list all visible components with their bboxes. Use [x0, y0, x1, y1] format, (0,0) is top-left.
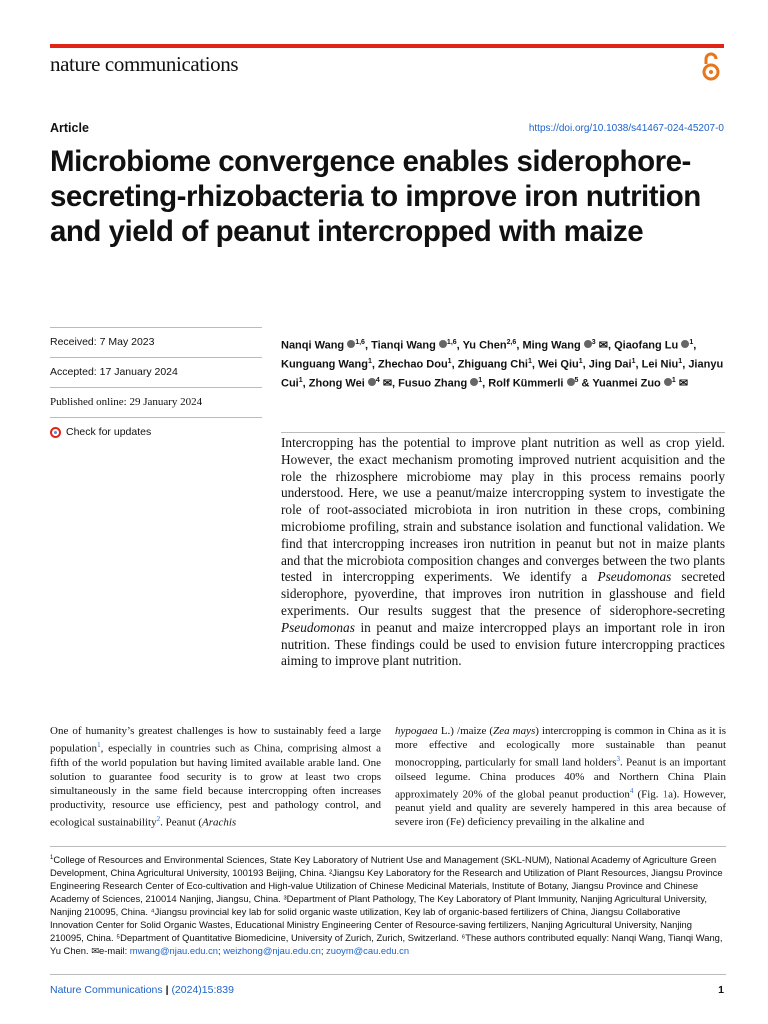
article-type: Article	[50, 121, 89, 135]
mail-icon[interactable]: ✉	[382, 377, 393, 390]
journal-name: nature communications	[50, 52, 239, 76]
author[interactable]: Qiaofang Lu	[614, 339, 679, 352]
footer-citation: Nature Communications | (2024)15:839	[50, 984, 234, 996]
author[interactable]: Kunguang Wang	[281, 358, 368, 371]
reference-link[interactable]: 3	[616, 755, 621, 763]
email-link[interactable]: weizhong@njau.edu.cn	[223, 945, 321, 957]
reference-link[interactable]: 1	[97, 741, 101, 749]
published-date: Published online: 29 January 2024	[50, 387, 262, 417]
orcid-icon[interactable]	[439, 340, 447, 348]
mail-icon[interactable]: ✉	[678, 377, 689, 390]
received-date: Received: 7 May 2023	[50, 327, 262, 357]
mail-icon[interactable]: ✉	[598, 339, 608, 352]
author[interactable]: Wei Qiu	[538, 358, 579, 371]
doi-link[interactable]: https://doi.org/10.1038/s41467-024-45207-0	[528, 123, 724, 134]
header-rule	[50, 44, 724, 48]
check-updates-label: Check for updates	[66, 426, 152, 438]
page-number: 1	[718, 984, 724, 996]
footer-rule	[50, 974, 726, 975]
body-text-right: hypogaea L.) /maize (Zea mays) intercropping is common in China as it is more effective and ecologically more sustainable than peanut monocropping, particularly for small land holders$^3$. Peanut is an important oilseed legume. China produces 40% and Northern China Plain approximately 20% of the global peanut production$^4$ (Fig. 1a). However, peanut yield and quality are severely hampered in this area because of severe iron (Fe) deficiency prevailing in the alkaline and	[395, 725, 727, 829]
orcid-icon[interactable]	[584, 340, 592, 348]
check-updates-button[interactable]	[50, 417, 262, 447]
email-link[interactable]: mwang@njau.edu.cn	[129, 945, 218, 957]
orcid-icon[interactable]	[368, 378, 376, 386]
article-dates	[50, 327, 262, 447]
abstract: Intercropping has the potential to improve plant nutrition as well as crop yield. However, the exact mechanism promoting improved nutrient acquisition and the role the rhizosphere microbiome may play in this process remains poorly understood. Here, we use a peanut/maize intercropping system to investigate the role of root-associated microbiota in iron nutrition in these crops, combining microbiome profiling, strain and substance isolation and functional validation. We find that intercropping increases iron nutrition in peanut but not in maize plants and that the microbiota composition changes and converges between the two plants tested in intercropping experiments. We identify a Pseudomonas secreted siderophore, pyoverdine, that improves iron nutrition in glasshouse and field experiments. Our results suggest that the presence of siderophore-secreting Pseudomonas in peanut and maize intercropped plays an important role in iron nutrition. These findings could be used to envision future intercropping practices aiming to improve plant nutrition.	[281, 432, 725, 670]
author[interactable]: Nanqi Wang	[281, 339, 345, 352]
body-text-left: One of humanity’s greatest challenges is how to sustainably feed a large population$^1$, especially in countries such as China, comprising almost a fifth of the world population but having limited available arable land. One solution to guarantee food security is to grow at least two crops simultaneously in the same field because intercropping often increases productivity, resource use efficiency, pest and pathology control, and ecological sustainability$^2$. Peanut (Arachis	[50, 725, 381, 829]
crossmark-icon	[50, 427, 61, 438]
affiliations: $^1$College of Resources and Environmental Sciences, State Key Laboratory of Nutrient Use and Management (SKL-NUM), National Academy of Agriculture Green Development, China Agricultural University, 100193 Beijing, China. ²Jiangsu Key Laboratory for the Research and Utilization of Plant Resources, Jiangsu Province Engineering Research Center of Eco-cultivation and High-value Utilization of Chinese Medicinal Materials, Institute of Botany, Jiangsu Province and Chinese Academy of Sciences, 210014 Nanjing, Jiangsu, China. ³Department of Plant Pathology, The Key Laboratory of Plant Immunity, Nanjing Agricultural University, Nanjing 210095, China. ⁴Jiangsu provincial key lab for solid organic waste utilization, Key lab of organic-based fertilizers of China, Jiangsu Collaborative Innovation Center for Solid Organic Wastes, Educational Ministry Engineering Center of Resource-saving fertilizers, Nanjing Agricultural University, Nanjing 210095, China. ⁵Department of Quantitative Biomedicine, University of Zurich, Zurich, Switzerland. ⁶These authors contributed equally: Nanqi Wang, Tianqi Wang, Yu Chen. ✉e-mail: mwang@njau.edu.cn; weizhong@njau.edu.cn; zuoym@cau.edu.cn	[50, 846, 726, 957]
author[interactable]: Zhong Wei	[308, 377, 365, 390]
article-title: Microbiome convergence enables siderophore-secreting-rhizobacteria to improve iron nutrition and yield of peanut intercropped with maize	[50, 145, 701, 248]
author[interactable]: Yu Chen	[462, 339, 507, 352]
author[interactable]: Yuanmei Zuo	[592, 377, 661, 390]
figure-link[interactable]: 1	[662, 788, 669, 801]
orcid-icon[interactable]	[664, 378, 672, 386]
author[interactable]: Jing Dai	[588, 358, 632, 371]
author[interactable]: Zhiguang Chi	[457, 358, 528, 371]
reference-link[interactable]: 2	[156, 814, 161, 823]
author[interactable]: Lei Niu	[641, 358, 679, 371]
author[interactable]: Jianyu Cui	[281, 358, 724, 390]
author[interactable]: Ming Wang	[522, 339, 581, 352]
author[interactable]: Rolf Kümmerli	[488, 377, 564, 390]
orcid-icon[interactable]	[567, 378, 575, 386]
reference-link[interactable]: 4	[629, 786, 634, 795]
author[interactable]: Fusuo Zhang	[398, 377, 468, 390]
mail-icon: ✉	[91, 945, 100, 957]
open-access-icon	[700, 52, 722, 82]
author-list: Nanqi Wang $^{1,6}$, Tianqi Wang $^{1,6}$, Yu Chen$^{2,6}$, Ming Wang $^3$ ✉, Qiaofang Lu $^1$, Kunguang Wang$^1$, Zhechao Dou$^1$, Zhiguang Chi$^1$, Wei Qiu$^1$, Jing Dai$^1$, Lei Niu$^1$, Jianyu Cui$^1$, Zhong Wei $^4$ ✉, Fusuo Zhang $^1$, Rolf Kümmerli $^5$ & Yuanmei Zuo $^1$ ✉	[281, 339, 724, 390]
accepted-date: Accepted: 17 January 2024	[50, 357, 262, 387]
author[interactable]: Zhechao Dou	[378, 358, 448, 371]
email-link[interactable]: zuoym@cau.edu.cn	[326, 945, 410, 957]
author[interactable]: Tianqi Wang	[371, 339, 436, 352]
